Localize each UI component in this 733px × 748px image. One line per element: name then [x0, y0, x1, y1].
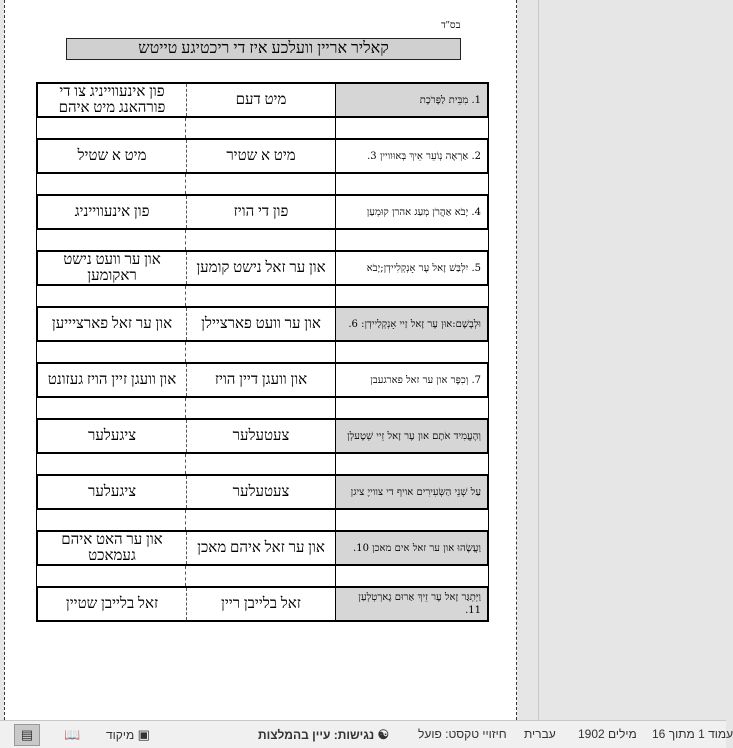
row-gap	[36, 510, 489, 530]
option-b-cell[interactable]: זאל בלייבן שטיין	[38, 588, 187, 620]
language-status[interactable]: עברית	[524, 727, 556, 741]
row-gap	[36, 230, 489, 250]
option-b-cell[interactable]: מיט א שטיל	[38, 140, 187, 172]
print-layout-icon: ▤	[20, 727, 34, 742]
table-row	[36, 418, 489, 454]
accessibility-status[interactable]: נגישות: עיין בהמלצות ☯	[258, 727, 390, 742]
option-b-cell[interactable]: און ער האט איהם געמאכט	[38, 532, 187, 564]
accessibility-icon: ☯	[377, 727, 390, 742]
source-text-cell[interactable]: 2. אַרְאֶה נְוֹעֵר אֵיךְ בְּאוּוויין 3.	[336, 140, 487, 172]
source-text-cell[interactable]: 4. יָבֹא אַהֲרֹן מְעַג אהרן קוּמְעַן	[336, 196, 487, 228]
source-text-cell[interactable]: 7. וְכִפֶּר און ער זאל פארגעבן	[336, 364, 487, 396]
source-text-cell[interactable]: 5. יִלְבַּשׁ זָאל עֶר אָנְקְלִיידְן;יָבֹא	[336, 252, 487, 284]
source-text-cell[interactable]: וַיְּתְגַּר זָאל עֶר זֵיךְ אַרוּם גֶארְטְלְעַן 11.	[336, 588, 487, 620]
print-layout-button[interactable]	[14, 724, 40, 746]
option-a-cell[interactable]: מיט דעם	[187, 84, 336, 116]
text-predictions-status[interactable]: חיזויי טקסט: פועל	[418, 727, 507, 741]
row-gap	[36, 174, 489, 194]
source-text-cell[interactable]: וְהֶעֱמִיד אֹתָם און עֶר זָאל זֵיי שְׁטֶעלְן	[336, 420, 487, 452]
option-b-cell[interactable]: און ער וועט נישט ראקומען	[38, 252, 187, 284]
table-row	[36, 250, 489, 286]
pane-divider	[538, 0, 539, 720]
option-b-cell[interactable]: פון אינעווייניג	[38, 196, 187, 228]
row-gap	[36, 398, 489, 418]
source-text-cell[interactable]: עַל שְׁנֵי הַשְּׂעִירִים אויף די צווייֶ ציגן	[336, 476, 487, 508]
table-row	[36, 306, 489, 342]
option-b-cell[interactable]: ציגעלער	[38, 420, 187, 452]
option-a-cell[interactable]: און וועגן דיין הויז	[187, 364, 336, 396]
word-count[interactable]: 1902 מילים	[578, 727, 637, 741]
option-b-cell[interactable]: און ער זאל פארציייען	[38, 308, 187, 340]
row-gap	[36, 454, 489, 474]
table-row	[36, 586, 489, 622]
option-a-cell[interactable]: צעטעלער	[187, 420, 336, 452]
page-number[interactable]: עמוד 1 מתוך 16	[652, 727, 733, 741]
option-a-cell[interactable]: און ער זאל איהם מאכן	[187, 532, 336, 564]
option-b-cell[interactable]: פון אינעווייניג צו די פורהאנג מיט איהם	[38, 84, 187, 116]
status-bar	[0, 720, 733, 748]
table-row	[36, 474, 489, 510]
option-a-cell[interactable]: צעטעלער	[187, 476, 336, 508]
row-gap	[36, 118, 489, 138]
option-a-cell[interactable]: מיט א שטיר	[187, 140, 336, 172]
page-title: קאליר אריין וועלכע איז די ריכטיגע טייטש	[66, 38, 461, 60]
table-row	[36, 194, 489, 230]
option-b-cell[interactable]: ציגעלער	[38, 476, 187, 508]
table-row	[36, 530, 489, 566]
document-page[interactable]	[4, 0, 517, 720]
table-row	[36, 82, 489, 118]
focus-icon: ▣	[137, 727, 150, 742]
header-mark: בס"ד	[441, 20, 461, 31]
option-b-cell[interactable]: און וועגן זיין הויז געזונט	[38, 364, 187, 396]
source-text-cell[interactable]: וּלְבָשָׁם:אוּן עֶר זָאל זַיי אָנְקְלַיידְן: 6.	[336, 308, 487, 340]
row-gap	[36, 342, 489, 362]
option-a-cell[interactable]: און ער זאל נישט קומען	[187, 252, 336, 284]
row-gap	[36, 566, 489, 586]
table-row	[36, 362, 489, 398]
row-gap	[36, 286, 489, 306]
source-text-cell[interactable]: וַעֲשָׂהוּ און ער זאל אים מאכן 10.	[336, 532, 487, 564]
option-a-cell[interactable]: פון די הויז	[187, 196, 336, 228]
source-text-cell[interactable]: 1. מִבֵּית לַפָּרֹכֶת	[336, 84, 487, 116]
option-a-cell[interactable]: זאל בלייבן ריין	[187, 588, 336, 620]
read-mode-icon[interactable]: 📖	[64, 727, 81, 742]
focus-button[interactable]: מיקוד ▣	[106, 727, 150, 742]
table-row	[36, 138, 489, 174]
option-a-cell[interactable]: און ער וועט פארציילן	[187, 308, 336, 340]
